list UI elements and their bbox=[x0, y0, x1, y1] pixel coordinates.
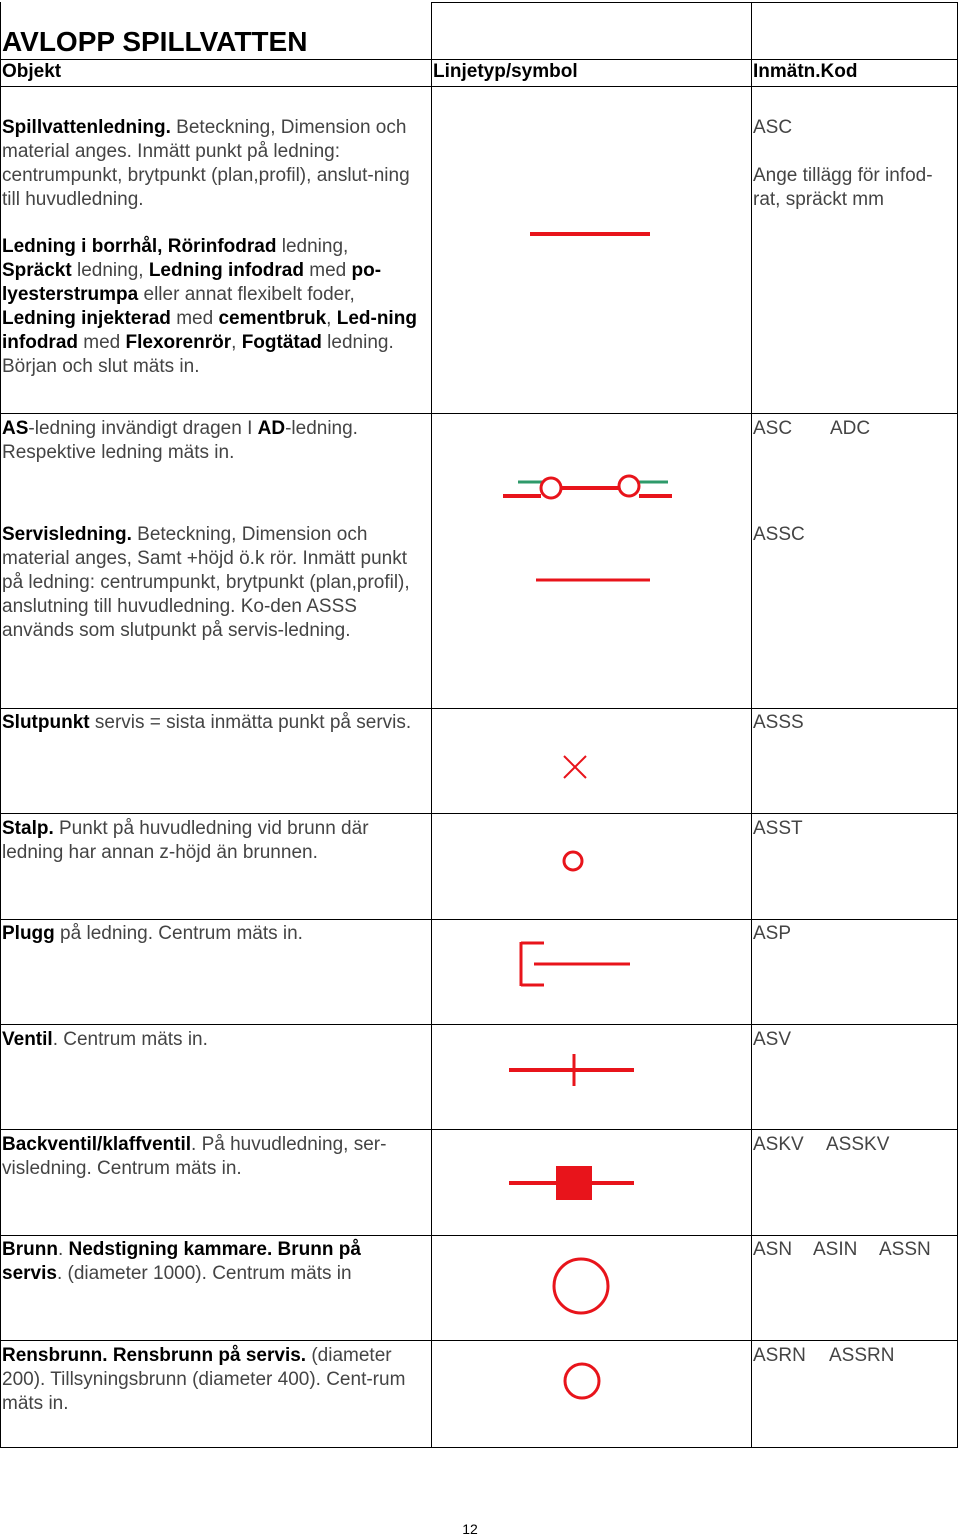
row-10-description: Brunn. Nedstigning kammare. Brunn på servis. (diameter 1000). Centrum mäts in bbox=[2, 1239, 361, 1284]
row-1-code: ASC bbox=[753, 117, 793, 138]
row-1-description: Spillvattenledning. Beteckning, Dimension och material anges. Inmätt punkt på ledning: centrumpunkt, brytpunkt (plan,profil), anslut-ning till huvudledning. bbox=[2, 117, 410, 210]
table-title: AVLOPP SPILLVATTEN bbox=[2, 26, 308, 57]
row-10-code-2: ASIN bbox=[813, 1239, 858, 1260]
row-3-code-1: ASC bbox=[753, 418, 793, 439]
valve-icon bbox=[504, 1050, 640, 1090]
row-10-code-3: ASSN bbox=[879, 1239, 931, 1260]
row-8-description: Ventil. Centrum mäts in. bbox=[2, 1029, 208, 1050]
table-rule bbox=[0, 1024, 958, 1025]
row-5-code: ASSS bbox=[753, 712, 804, 733]
page-number: 12 bbox=[462, 1521, 478, 1537]
table-border-left bbox=[0, 2, 1, 1448]
row-7-code: ASP bbox=[753, 923, 792, 944]
row-3-description: AS-ledning invändigt dragen I AD-ledning. Respektive ledning mäts in. bbox=[2, 418, 358, 463]
plug-icon bbox=[514, 938, 638, 990]
header-line-type: Linjetyp/symbol bbox=[433, 61, 578, 82]
table-rule bbox=[0, 1235, 958, 1236]
pipe-in-pipe-icon bbox=[498, 470, 678, 506]
row-11-description: Rensbrunn. Rensbrunn på servis. (diameter 200). Tillsyningsbrunn (diameter 400). Cent-rum mäts in. bbox=[2, 1345, 406, 1414]
small-circle-icon bbox=[560, 848, 586, 874]
row-11-code-2: ASSRN bbox=[829, 1345, 895, 1366]
row-9-description: Backventil/klaffventil. På huvudledning, ser-visledning. Centrum mäts in. bbox=[2, 1134, 387, 1179]
table-rule bbox=[0, 413, 958, 414]
cleanout-icon bbox=[560, 1360, 604, 1402]
table-rule bbox=[0, 708, 958, 709]
red-line-icon bbox=[520, 224, 660, 244]
row-6-code: ASST bbox=[753, 818, 803, 839]
row-10-code-1: ASN bbox=[753, 1239, 793, 1260]
header-object: Objekt bbox=[2, 61, 62, 82]
table-rule bbox=[0, 813, 958, 814]
cross-icon bbox=[558, 750, 592, 784]
row-6-description: Stalp. Punkt på huvudledning vid brunn där ledning har annan z-höjd än brunnen. bbox=[2, 818, 369, 863]
table-border-bottom bbox=[0, 1447, 958, 1448]
table-divider-1 bbox=[431, 2, 432, 1448]
service-line-icon bbox=[530, 570, 660, 590]
row-3-code-2: ADC bbox=[830, 418, 871, 439]
row-1-code-note: Ange tillägg för infod-rat, spräckt mm bbox=[753, 165, 933, 210]
row-5-description: Slutpunkt servis = sista inmätta punkt på servis. bbox=[2, 712, 412, 733]
table-divider-2 bbox=[751, 2, 752, 1448]
row-9-code-1: ASKV bbox=[753, 1134, 804, 1155]
row-2-description: Ledning i borrhål, Rörinfodrad ledning, Spräckt ledning, Ledning infodrad med po-lyesterstrumpa eller annat flexibelt foder, Ledning injekterad med cementbruk, Led-ning infodrad med Flexorenrör, Fogtätad ledning. Början och slut mäts in. bbox=[2, 236, 417, 377]
row-9-code-2: ASSKV bbox=[826, 1134, 890, 1155]
table-border-top bbox=[431, 2, 958, 3]
table-rule bbox=[0, 919, 958, 920]
row-7-description: Plugg på ledning. Centrum mäts in. bbox=[2, 923, 303, 944]
table-rule bbox=[0, 1129, 958, 1130]
table-rule bbox=[0, 86, 958, 87]
row-4-description: Servisledning. Beteckning, Dimension och material anges, Samt +höjd ö.k rör. Inmätt punkt på ledning: centrumpunkt, brytpunkt (plan,profil), anslutning till huvudledning. Ko-den ASSS används som slutpunkt på servis-ledning. bbox=[2, 524, 410, 641]
check-valve-icon bbox=[504, 1160, 640, 1206]
row-11-code-1: ASRN bbox=[753, 1345, 806, 1366]
manhole-icon bbox=[546, 1254, 616, 1318]
row-4-code: ASSC bbox=[753, 524, 805, 545]
header-code: Inmätn.Kod bbox=[753, 61, 858, 82]
table-rule bbox=[0, 1340, 958, 1341]
row-8-code: ASV bbox=[753, 1029, 792, 1050]
table-rule bbox=[0, 59, 958, 60]
